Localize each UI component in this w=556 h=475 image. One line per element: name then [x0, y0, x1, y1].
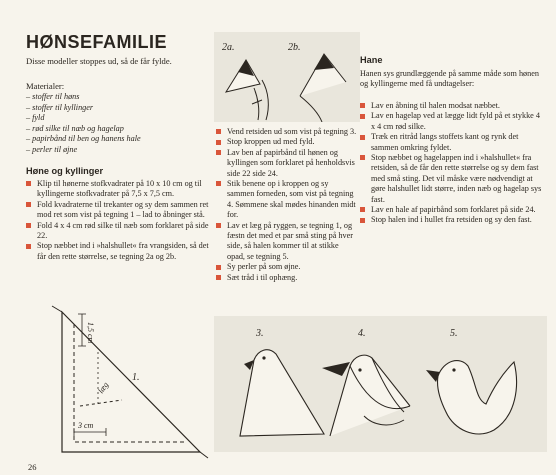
- list-item: – stoffer til høns: [26, 92, 141, 103]
- intro-text: Disse modeller stoppes ud, så de får fylde.: [26, 56, 172, 66]
- bullet-square-icon: [360, 218, 365, 223]
- page-title: HØNSEFAMILIE: [26, 32, 168, 52]
- bullet-square-icon: [216, 140, 221, 145]
- list-item: Lav ben af papirbånd til hønen og kyllingen som forklaret på henholdsvis side 22 side 24.: [216, 148, 357, 179]
- list-item: Lav en hale af papirbånd som forklaret på side 24.: [360, 205, 542, 215]
- bullet-square-icon: [360, 155, 365, 160]
- figure-label: 3.: [256, 328, 264, 339]
- bullet-square-icon: [216, 129, 221, 134]
- bullet-square-icon: [360, 114, 365, 119]
- bullet-square-icon: [26, 202, 31, 207]
- list-item: Sæt tråd i til ophæng.: [216, 273, 357, 283]
- list-item: Fold 4 x 4 cm rød silke til næb som forklaret på side 22.: [26, 221, 209, 242]
- bullet-square-icon: [216, 181, 221, 186]
- list-item: Klip til hønerne stofkvadrater på 10 x 10 cm og til kyllingerne stofkvadrater på 7,5 x 7,5 cm.: [26, 179, 209, 200]
- figure-1-triangle: [22, 302, 212, 462]
- hane-heading: Hane: [360, 55, 383, 65]
- list-item: – rød silke til næb og hagelap: [26, 124, 141, 135]
- dimension-label: 3 cm: [78, 421, 94, 430]
- fold-label: læg: [96, 380, 111, 396]
- hone-heading: Høne og kyllinger: [26, 166, 104, 176]
- bullet-square-icon: [360, 207, 365, 212]
- list-item: – stoffer til kyllinger: [26, 103, 141, 114]
- list-item: Stop kroppen ud med fyld.: [216, 137, 357, 147]
- list-item: Stop næbbet og hagelappen ind i »halshullet« fra retsiden, så de får den rette størrelse og sy dem fast med små sting. Det vil måske være nødvendigt at gøre halshullet lidt større, inden næb og hagelap sys fast.: [360, 153, 542, 205]
- bullet-square-icon: [26, 244, 31, 249]
- bullet-square-icon: [26, 181, 31, 186]
- figure-label: 2a.: [222, 42, 235, 53]
- materials-label: Materialer:: [26, 81, 65, 91]
- bullet-square-icon: [360, 103, 365, 108]
- figure-3-4-5-birds: [214, 316, 547, 452]
- hane-intro: Hanen sys grundlæggende på samme måde som hønen og kyllingerne med få undtagelser:: [360, 69, 539, 89]
- list-item: Lav en åbning til halen modsat næbbet.: [360, 101, 542, 111]
- list-item: Lav et læg på ryggen, se tegning 1, og fæstn det med et par små sting på hver side, så halen kommer til at stikke opad, se tegning 5.: [216, 221, 357, 263]
- list-item: – perler til øjne: [26, 145, 141, 156]
- bullet-square-icon: [216, 265, 221, 270]
- list-item: Sy perler på som øjne.: [216, 262, 357, 272]
- middle-steps: [216, 127, 357, 283]
- figure-label: 1.: [132, 372, 140, 383]
- page-number: 26: [28, 462, 37, 472]
- figure-label: 5.: [450, 328, 458, 339]
- list-item: – papirbånd til ben og hanens hale: [26, 134, 141, 145]
- hane-steps: [360, 101, 542, 226]
- materials-list: [26, 92, 141, 156]
- figure-label: 2b.: [288, 42, 301, 53]
- list-item: Stik benene op i kroppen og sy sammen forneden, som vist på tegning 4. Sømmene skal mødes hinanden midt for.: [216, 179, 357, 221]
- list-item: Vend retsiden ud som vist på tegning 3.: [216, 127, 357, 137]
- bullet-square-icon: [216, 150, 221, 155]
- bullet-square-icon: [216, 275, 221, 280]
- list-item: Træk en ritråd langs stoffets kant og rynk det sammen omkring fyldet.: [360, 132, 542, 153]
- list-item: – fyld: [26, 113, 141, 124]
- figure-2-beak: [214, 32, 360, 122]
- bullet-square-icon: [360, 135, 365, 140]
- list-item: Fold kvadraterne til trekanter og sy dem sammen ret mod ret som vist på tegning 1 – lad to åbninger stå.: [26, 200, 209, 221]
- bullet-square-icon: [26, 223, 31, 228]
- bullet-square-icon: [216, 223, 221, 228]
- figure-label: 4.: [358, 328, 366, 339]
- hone-steps: [26, 179, 209, 262]
- list-item: Stop halen ind i hullet fra retsiden og sy den fast.: [360, 215, 542, 225]
- list-item: Stop næbbet ind i »halshullet« fra vrangsiden, så det får den rette størrelse, se tegning 2a og 2b.: [26, 241, 209, 262]
- dimension-label: 1,5 cm: [86, 322, 95, 344]
- list-item: Lav en hagelap ved at lægge lidt fyld på et stykke 4 x 4 cm rød silke.: [360, 111, 542, 132]
